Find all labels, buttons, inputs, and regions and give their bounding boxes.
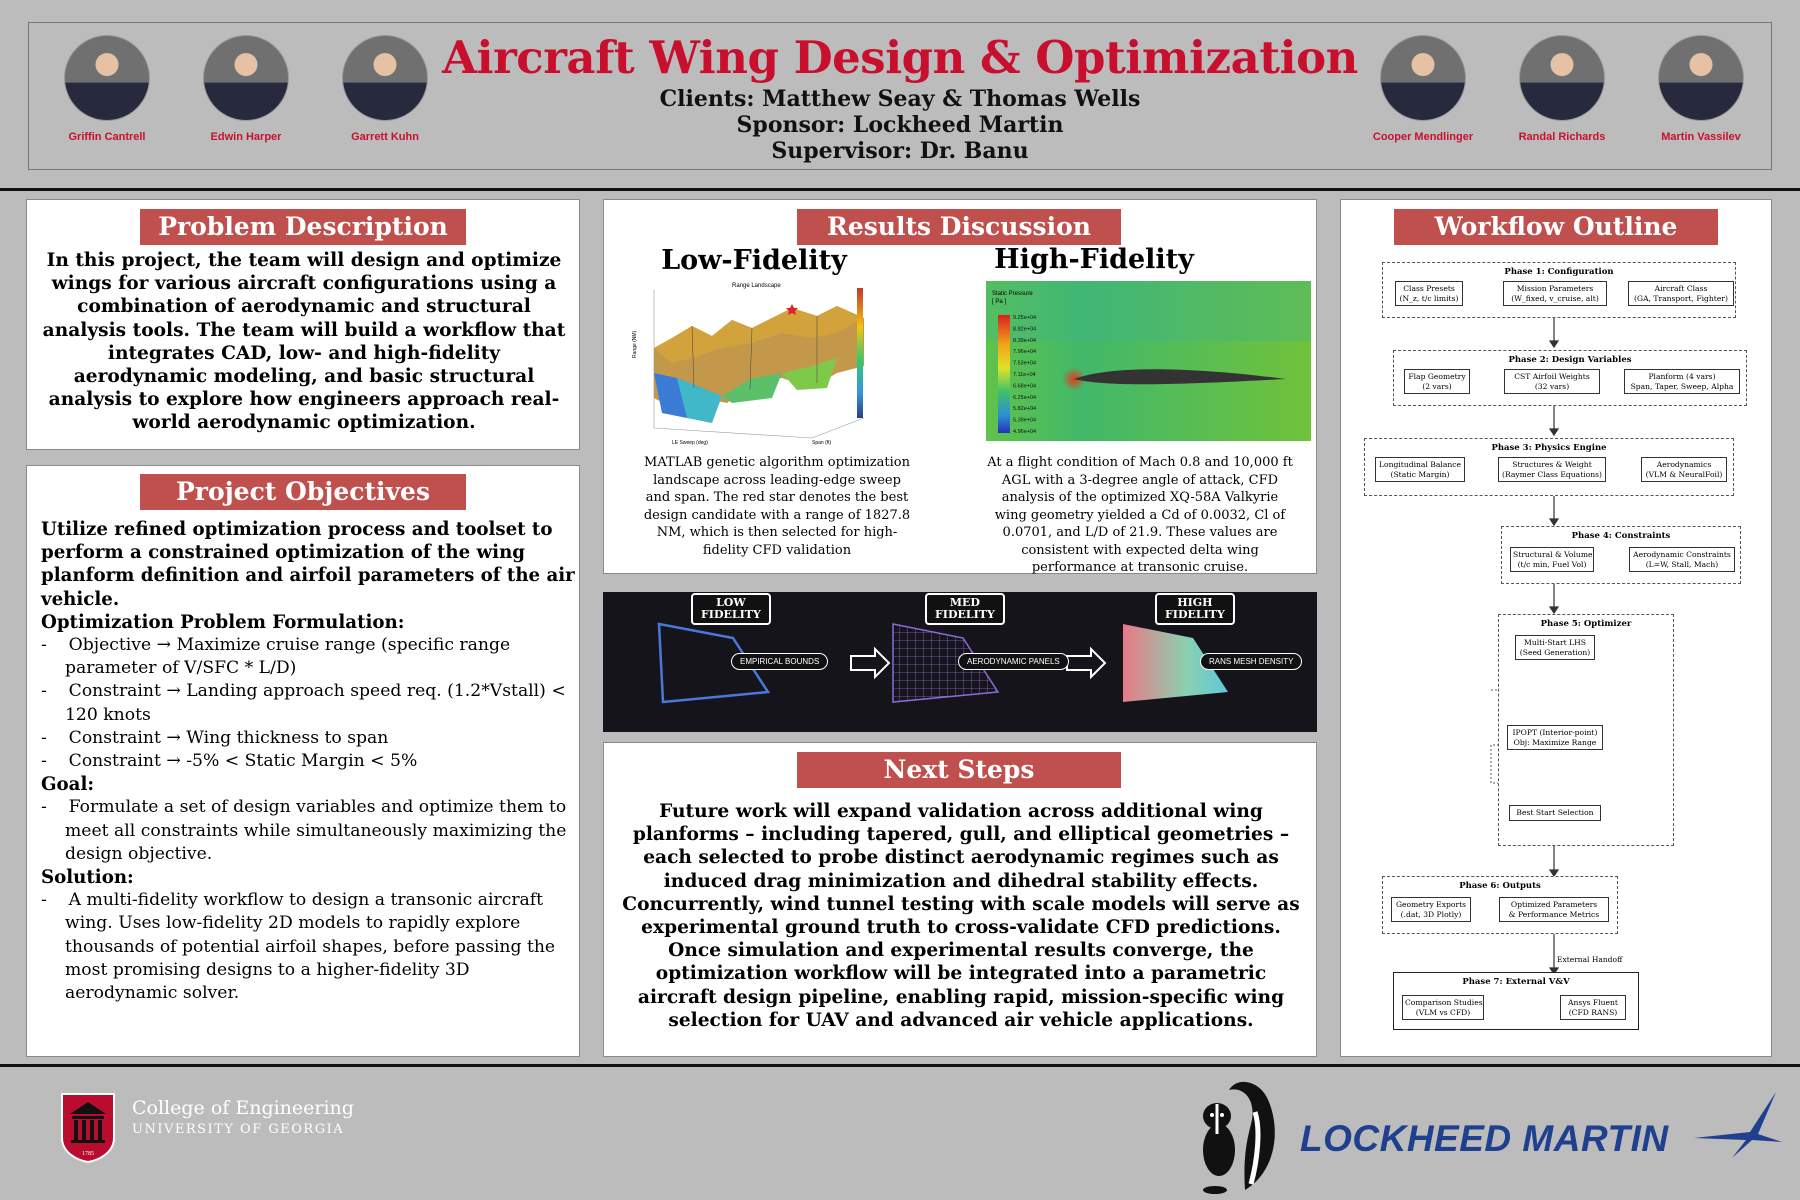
list-item: - Formulate a set of design variables and optimize them to meet all constraints while simultaneously maximizing the design objective. xyxy=(41,797,567,864)
poster-title: Aircraft Wing Design & Optimization xyxy=(442,31,1358,84)
formulation-heading: Optimization Problem Formulation: xyxy=(41,611,405,633)
uga-seal-logo xyxy=(60,1092,116,1164)
low-fidelity-caption: MATLAB genetic algorithm optimization landscape across leading-edge sweep and span. The red star denotes the best design candidate with a range of 1827.8 NM, which is then selected for high-fidelity CFD validation xyxy=(643,455,911,558)
avatar xyxy=(1380,35,1466,121)
phase-1-box: Phase 1: Configuration Class Presets (N_z, t/c limits) Mission Parameters (W_fixed, v_cruise, alt) Aircraft Class (GA, Transport, Fighter) xyxy=(1382,262,1736,318)
list-item: - Constraint → -5% < Static Margin < 5% xyxy=(41,751,418,772)
lockheed-star-logo xyxy=(1692,1088,1784,1160)
workflow-node: CST Airfoil Weights (32 vars) xyxy=(1504,369,1600,394)
sponsor: Sponsor: Lockheed Martin xyxy=(736,112,1064,138)
workflow-node: Aerodynamics (VLM & NeuralFoil) xyxy=(1641,457,1727,482)
cfd-pressure-plot xyxy=(986,281,1311,441)
problem-text: In this project, the team will design and optimize wings for various aircraft configurations using a combination of aerodynamic and structural analysis tools. The team will build a workflow that integrates CAD, low- and high-fidelity aerodynamic modeling, and basic structural analysis to explore how engineers approach real-world aerodynamic optimization. xyxy=(42,250,566,434)
workflow-node: Geometry Exports (.dat, 3D Plotly) xyxy=(1391,897,1471,922)
phase-2-box: Phase 2: Design Variables Flap Geometry (2 vars) CST Airfoil Weights (32 vars) Planform (4 vars) Span, Taper, Sweep, Alpha xyxy=(1393,350,1747,406)
phase-5-box: Phase 5: Optimizer Multi-Start LHS (Seed Generation) IPOPT (Interior-point) Obj: Maximize Range Best Start Selection xyxy=(1498,614,1674,846)
rans-mesh-label: RANS MESH DENSITY xyxy=(1200,653,1302,670)
avatar xyxy=(1658,35,1744,121)
team-member: Edwin Harper xyxy=(186,35,306,143)
poster-header xyxy=(28,22,1772,170)
high-fidelity-caption: At a flight condition of Mach 0.8 and 10,000 ft AGL with a 3-degree angle of attack, CFD analysis of the optimized XQ-58A Valkyrie wing geometry yielded a Cd of 0.0032, Cl of 0.0701, and L/D of 21.9. These values are consistent with expected delta wing performance at transonic cruise. xyxy=(987,455,1293,575)
workflow-node: Comparison Studies (VLM vs CFD) xyxy=(1402,995,1484,1020)
university-name: UNIVERSITY OF GEORGIA xyxy=(132,1122,345,1137)
svg-text:[ Pa ]: [ Pa ] xyxy=(992,299,1007,305)
pressure-tick-label: 6.68e+04 xyxy=(1013,383,1037,390)
avatar xyxy=(1519,35,1605,121)
workflow-node: IPOPT (Interior-point) Obj: Maximize Range xyxy=(1507,725,1603,750)
objectives-body xyxy=(41,518,581,1005)
pressure-tick-label: 5.39e+04 xyxy=(1013,417,1037,424)
panel-title: Workflow Outline xyxy=(1394,209,1718,245)
aerodynamic-panels-label: AERODYNAMIC PANELS xyxy=(958,653,1069,670)
list-item: - Objective → Maximize cruise range (specific range parameter of V/SFC * L/D) xyxy=(41,635,511,679)
workflow-node: Flap Geometry (2 vars) xyxy=(1404,369,1470,394)
high-fidelity-tag: HIGH FIDELITY xyxy=(1155,593,1235,625)
college-name: College of Engineering xyxy=(132,1097,354,1119)
phase-6-box: Phase 6: Outputs Geometry Exports (.dat, 3D Plotly) Optimized Parameters & Performance Metrics xyxy=(1382,876,1618,934)
low-fidelity-title: Low-Fidelity xyxy=(661,245,847,276)
svg-text:Span (ft): Span (ft) xyxy=(812,440,832,446)
high-fidelity-title: High-Fidelity xyxy=(994,244,1194,275)
range-landscape-plot xyxy=(632,278,902,448)
divider xyxy=(0,188,1800,191)
list-item: - Constraint → Landing approach speed req. (1.2*Vstall) < 120 knots xyxy=(41,681,566,725)
goal-heading: Goal: xyxy=(41,774,95,796)
workflow-node: Aircraft Class (GA, Transport, Fighter) xyxy=(1628,281,1734,306)
phase-3-box: Phase 3: Physics Engine Longitudinal Balance (Static Margin) Structures & Weight (Raymer Class Equations) Aerodynamics (VLM & NeuralFoil) xyxy=(1364,438,1734,496)
svg-text:1785: 1785 xyxy=(82,1151,94,1157)
panel-title: Results Discussion xyxy=(797,209,1121,245)
low-fidelity-tag: LOW FIDELITY xyxy=(691,593,771,625)
workflow-node: Class Presets (N_z, t/c limits) xyxy=(1395,281,1463,306)
workflow-node: Aerodynamic Constraints (L=W, Stall, Mach) xyxy=(1629,547,1735,572)
pressure-tick-label: 9.25e+04 xyxy=(1013,315,1037,321)
clients: Clients: Matthew Seay & Thomas Wells xyxy=(659,86,1141,112)
team-member: Griffin Cantrell xyxy=(47,35,167,143)
pressure-tick-label: 7.53e+04 xyxy=(1013,360,1037,367)
list-item: - Constraint → Wing thickness to span xyxy=(41,727,389,748)
panel-title: Project Objectives xyxy=(140,474,466,510)
empirical-bounds-label: EMPIRICAL BOUNDS xyxy=(731,653,828,670)
team-member: Martin Vassilev xyxy=(1641,35,1761,143)
pressure-tick-label: 7.96e+04 xyxy=(1013,349,1037,356)
workflow-node: Structural & Volume (t/c min, Fuel Vol) xyxy=(1510,547,1594,572)
solution-heading: Solution: xyxy=(41,867,134,889)
svg-text:Range Landscape: Range Landscape xyxy=(732,283,781,289)
results-panel xyxy=(603,199,1317,574)
pressure-tick-label: 7.11e+04 xyxy=(1013,372,1036,378)
objectives-panel xyxy=(26,465,580,1057)
pressure-label: Static Pressure xyxy=(992,291,1033,297)
objectives-intro: Utilize refined optimization process and toolset to perform a constrained optimization of the wing planform definition and airfoil parameters of the air vehicle. xyxy=(41,519,575,610)
workflow-panel xyxy=(1340,199,1772,1057)
handoff-label: External Handoff xyxy=(1557,955,1623,964)
pressure-tick-label: 6.25e+04 xyxy=(1013,394,1037,401)
svg-text:LE Sweep (deg): LE Sweep (deg) xyxy=(672,440,708,446)
workflow-node: Mission Parameters (W_fixed, v_cruise, alt) xyxy=(1503,281,1607,306)
pressure-tick-label: 8.39e+04 xyxy=(1013,337,1037,344)
next-steps-text: Future work will expand validation across additional wing planforms – including tapered, gull, and elliptical geometries – each selected to probe distinct aerodynamic regimes such as induced drag minimization and dihedral stability effects. Concurrently, wind tunnel testing with scale models will serve as experimental ground truth to cross-validate CFD predictions. Once simulation and experimental results converge, the optimization workflow will be integrated into a parametric aircraft design pipeline, enabling rapid, mission-specific wing selection for UAV and advanced air vehicle applications. xyxy=(622,801,1300,1031)
problem-panel xyxy=(26,199,580,450)
skunk-mascot-logo xyxy=(1185,1072,1285,1198)
team-member: Garrett Kuhn xyxy=(325,35,445,143)
team-member: Randal Richards xyxy=(1502,35,1622,143)
divider xyxy=(0,1064,1800,1067)
panel-title: Next Steps xyxy=(797,752,1121,788)
fidelity-banner xyxy=(603,592,1317,732)
team-member: Cooper Mendlinger xyxy=(1363,35,1483,143)
workflow-node: Structures & Weight (Raymer Class Equations) xyxy=(1498,457,1606,482)
workflow-node: Best Start Selection xyxy=(1509,805,1601,821)
workflow-node: Multi-Start LHS (Seed Generation) xyxy=(1515,635,1595,660)
pressure-tick-label: 8.82e+04 xyxy=(1013,326,1037,333)
workflow-node: Longitudinal Balance (Static Margin) xyxy=(1375,457,1465,482)
supervisor: Supervisor: Dr. Banu xyxy=(771,138,1029,164)
pressure-tick-label: 5.82e+04 xyxy=(1013,406,1037,413)
phase-4-box: Phase 4: Constraints Structural & Volume (t/c min, Fuel Vol) Aerodynamic Constraints (L=W, Stall, Mach) xyxy=(1501,526,1741,584)
phase-7-box: Phase 7: External V&V Comparison Studies (VLM vs CFD) Ansys Fluent (CFD RANS) xyxy=(1393,972,1639,1030)
workflow-node: Ansys Fluent (CFD RANS) xyxy=(1560,995,1626,1020)
svg-text:Range (NM): Range (NM) xyxy=(632,330,638,358)
next-steps-panel xyxy=(603,742,1317,1057)
lockheed-martin-wordmark: LOCKHEED MARTIN xyxy=(1300,1118,1669,1159)
workflow-node: Optimized Parameters & Performance Metrics xyxy=(1499,897,1609,922)
med-fidelity-tag: MED FIDELITY xyxy=(925,593,1005,625)
workflow-node: Planform (4 vars) Span, Taper, Sweep, Alpha xyxy=(1624,369,1740,394)
list-item: - A multi-fidelity workflow to design a transonic aircraft wing. Uses low-fidelity 2D models to rapidly explore thousands of potential airfoil shapes, before passing the most promising designs to a higher-fidelity 3D aerodynamic solver. xyxy=(41,890,556,1004)
pressure-tick-label: 4.96e+04 xyxy=(1013,429,1037,435)
panel-title: Problem Description xyxy=(140,209,466,245)
